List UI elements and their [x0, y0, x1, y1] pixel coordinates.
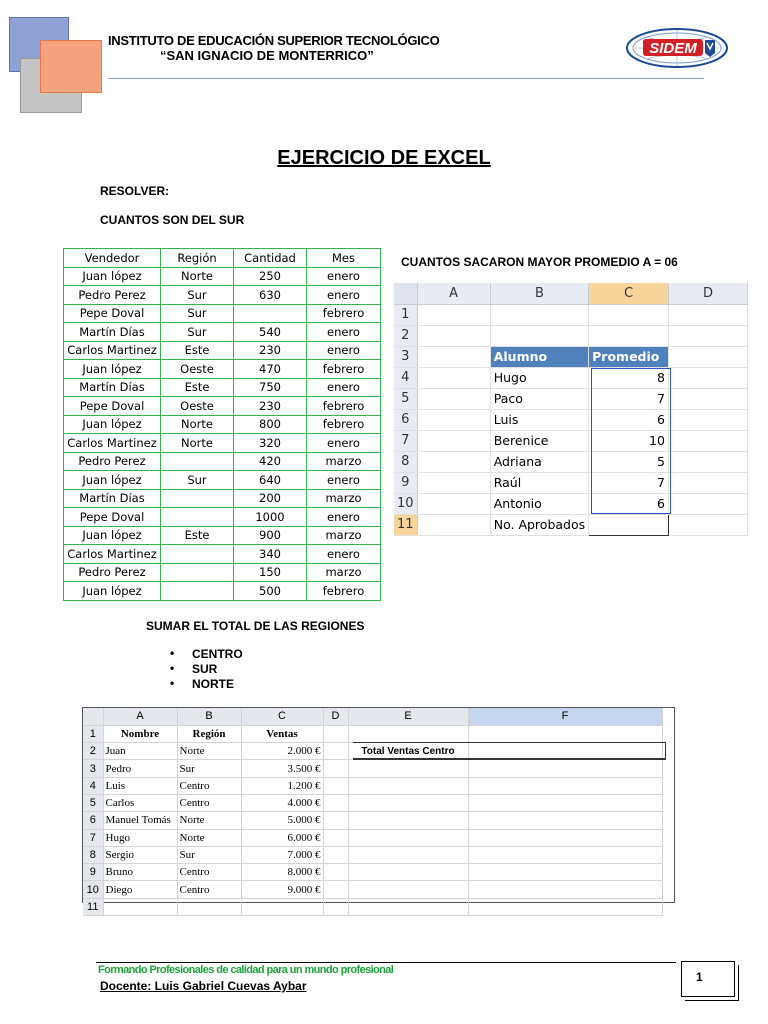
table-row [64, 582, 381, 601]
column-header[interactable]: A [417, 283, 490, 304]
sheet-cell[interactable] [468, 725, 662, 742]
row-header[interactable]: 2 [83, 743, 103, 760]
sheet-cell[interactable] [468, 898, 662, 915]
sheet-cell[interactable] [668, 472, 747, 493]
sheet-cell[interactable] [348, 760, 468, 777]
sheet-cell[interactable] [668, 493, 747, 514]
sheet-cell[interactable] [417, 451, 490, 472]
sheet-cell[interactable]: Raúl [490, 472, 588, 493]
sheet-cell[interactable]: Antonio [490, 493, 588, 514]
table-cell: 200 [234, 489, 307, 508]
sheet-cell[interactable] [417, 388, 490, 409]
table-cell: Pepe Doval [64, 304, 161, 323]
sheet-cell[interactable] [348, 794, 468, 811]
table-cell: Martín Días [64, 378, 161, 397]
header-cell: Cantidad [234, 249, 307, 268]
sheet-cell[interactable] [668, 514, 747, 535]
table-cell: enero [307, 286, 381, 305]
question-promedio-label: CUANTOS SACARON MAYOR PROMEDIO A = 06 [401, 255, 678, 269]
sheet-cell[interactable] [323, 898, 348, 915]
sheet-row [394, 409, 748, 430]
table-cell: Pepe Doval [64, 508, 161, 527]
table-row [64, 489, 381, 508]
sheet-cell[interactable] [668, 451, 747, 472]
sheet-cell[interactable]: 5.000 € [241, 812, 323, 829]
sheet-cell[interactable]: Hugo [103, 829, 177, 846]
table-cell: 230 [234, 341, 307, 360]
table-cell: 900 [234, 526, 307, 545]
header-divider [108, 78, 704, 79]
sheet-row [394, 514, 748, 535]
sheet-row [394, 325, 748, 346]
corner-cell [394, 283, 417, 304]
sheet-cell[interactable] [323, 743, 348, 760]
table-cell: Sur [161, 286, 234, 305]
table-cell: Sur [161, 304, 234, 323]
table-cell: 150 [234, 563, 307, 582]
table-cell: 630 [234, 286, 307, 305]
sheet-cell[interactable] [348, 829, 468, 846]
row-header[interactable]: 3 [83, 760, 103, 777]
sheet-cell[interactable] [417, 325, 490, 346]
table-cell: Juan lópez [64, 471, 161, 490]
sheet-row [83, 725, 662, 742]
table-cell: enero [307, 267, 381, 286]
table-cell: Carlos Martinez [64, 434, 161, 453]
table-cell: Pedro Perez [64, 452, 161, 471]
sheet-cell[interactable] [668, 346, 747, 367]
table-row [64, 304, 381, 323]
column-header[interactable]: E [348, 708, 468, 725]
table-header-row [64, 249, 381, 268]
table-cell: Juan lópez [64, 526, 161, 545]
sheet-cell[interactable] [468, 846, 662, 863]
sheet-cell[interactable] [668, 325, 747, 346]
region-list [170, 647, 243, 692]
table-cell: Pedro Perez [64, 563, 161, 582]
list-item: • SUR [170, 662, 243, 677]
sheet-cell[interactable]: Alumno [490, 346, 588, 367]
sheet-cell[interactable]: 2.000 € [241, 743, 323, 760]
column-header[interactable]: D [668, 283, 747, 304]
sheet-cell[interactable]: 8.000 € [241, 864, 323, 881]
resolver-label: RESOLVER: [100, 184, 170, 198]
sheet-cell[interactable]: Manuel Tomás [103, 812, 177, 829]
sheet-cell[interactable] [323, 725, 348, 742]
sheet-cell[interactable] [468, 777, 662, 794]
table-cell: febrero [307, 397, 381, 416]
sheet-cell[interactable] [468, 743, 662, 760]
table-cell [161, 545, 234, 564]
header-cell: Mes [307, 249, 381, 268]
sheet-cell[interactable]: Luis [103, 777, 177, 794]
column-header[interactable]: D [323, 708, 348, 725]
row-header[interactable]: 4 [394, 367, 417, 388]
sheet-cell[interactable] [417, 304, 490, 325]
row-header[interactable]: 2 [394, 325, 417, 346]
row-header[interactable]: 3 [394, 346, 417, 367]
header-cell: Región [161, 249, 234, 268]
table-cell: marzo [307, 452, 381, 471]
sheet-cell[interactable]: Adriana [490, 451, 588, 472]
table-cell: marzo [307, 526, 381, 545]
sheet-cell[interactable]: Carlos [103, 794, 177, 811]
table-cell: marzo [307, 563, 381, 582]
sheet-row [83, 846, 662, 863]
sidem-logo [625, 27, 729, 69]
table-cell: enero [307, 341, 381, 360]
sheet-row [83, 794, 662, 811]
row-header[interactable]: 5 [83, 794, 103, 811]
table-cell: Sur [161, 471, 234, 490]
sheet-cell[interactable]: 7 [589, 472, 669, 493]
page-number: 1 [696, 970, 703, 984]
sheet-cell[interactable]: Juan [103, 743, 177, 760]
table-cell: Oeste [161, 360, 234, 379]
table-row [64, 323, 381, 342]
table-cell [161, 489, 234, 508]
sheet-cell[interactable] [668, 409, 747, 430]
sheet-cell[interactable] [348, 864, 468, 881]
sheet-row [394, 472, 748, 493]
sheet-row [394, 367, 748, 388]
sheet-cell[interactable] [323, 829, 348, 846]
sheet-cell[interactable]: Berenice [490, 430, 588, 451]
row-header[interactable]: 9 [83, 864, 103, 881]
row-header[interactable]: 7 [394, 430, 417, 451]
sheet-cell[interactable]: 7.000 € [241, 846, 323, 863]
header-cell: Vendedor [64, 249, 161, 268]
table-cell: Martín Días [64, 323, 161, 342]
sheet-cell[interactable]: Centro [177, 864, 241, 881]
table-cell: enero [307, 508, 381, 527]
footer-slogan: Formando Profesionales de calidad para un mundo profesional [98, 964, 394, 976]
table-row [64, 563, 381, 582]
row-header[interactable]: 5 [394, 388, 417, 409]
sheet-row [83, 864, 662, 881]
sheet-cell[interactable]: 4.000 € [241, 794, 323, 811]
sheet-row [83, 881, 662, 898]
row-header[interactable]: 6 [83, 812, 103, 829]
table-row [64, 341, 381, 360]
sheet-cell[interactable]: Sergio [103, 846, 177, 863]
table-cell: marzo [307, 489, 381, 508]
sheet-cell[interactable] [668, 430, 747, 451]
sheet-cell[interactable] [589, 325, 669, 346]
sheet-row [394, 493, 748, 514]
table-cell: enero [307, 378, 381, 397]
column-header[interactable]: C [241, 708, 323, 725]
sales-table [63, 248, 381, 601]
table-cell: enero [307, 545, 381, 564]
sheet-cell[interactable] [490, 304, 588, 325]
sheet-cell[interactable] [323, 864, 348, 881]
table-row [64, 286, 381, 305]
table-cell [161, 452, 234, 471]
sheet-cell[interactable]: No. Aprobados [490, 514, 588, 535]
sheet-row [394, 451, 748, 472]
sheet-cell[interactable]: Centro [177, 881, 241, 898]
row-header[interactable]: 1 [394, 304, 417, 325]
row-header[interactable]: 11 [83, 898, 103, 915]
table-cell [161, 508, 234, 527]
list-item: • NORTE [170, 677, 243, 692]
column-header[interactable]: F [468, 708, 662, 725]
sheet-cell[interactable]: Norte [177, 829, 241, 846]
row-header[interactable]: 10 [83, 881, 103, 898]
page-number-box [681, 961, 735, 997]
table-cell [161, 563, 234, 582]
table-cell: Juan lópez [64, 582, 161, 601]
corner-cell [83, 708, 103, 725]
sheet-cell[interactable] [468, 829, 662, 846]
table-cell: febrero [307, 415, 381, 434]
sheet-cell[interactable] [348, 725, 468, 742]
sheet-cell[interactable] [348, 881, 468, 898]
institute-subname: “SAN IGNACIO DE MONTERRICO” [160, 48, 374, 63]
footer-teacher: Docente: Luis Gabriel Cuevas Aybar [100, 979, 307, 993]
sheet-cell[interactable]: Bruno [103, 864, 177, 881]
sheet-cell[interactable]: Norte [177, 812, 241, 829]
sheet-cell[interactable]: Norte [177, 743, 241, 760]
sheet-cell[interactable]: Diego [103, 881, 177, 898]
sheet-cell[interactable] [177, 898, 241, 915]
regions-spreadsheet [82, 707, 675, 913]
institute-name: INSTITUTO DE EDUCACIÓN SUPERIOR TECNOLÓGICO [108, 33, 440, 48]
table-row [64, 267, 381, 286]
sheet-cell[interactable]: 6 [589, 409, 669, 430]
table-cell: Carlos Martinez [64, 341, 161, 360]
sheet-cell[interactable] [348, 777, 468, 794]
table-row [64, 545, 381, 564]
table-cell: 800 [234, 415, 307, 434]
sheet-cell[interactable] [323, 846, 348, 863]
table-cell: 500 [234, 582, 307, 601]
column-header[interactable]: C [589, 283, 669, 304]
table-cell [234, 304, 307, 323]
sheet-cell[interactable] [323, 777, 348, 794]
table-row [64, 471, 381, 490]
table-row [64, 378, 381, 397]
table-cell: febrero [307, 360, 381, 379]
sheet-cell[interactable] [490, 325, 588, 346]
row-header[interactable]: 9 [394, 472, 417, 493]
sheet-cell[interactable] [348, 846, 468, 863]
sheet-cell[interactable]: Sur [177, 760, 241, 777]
sheet-row [394, 304, 748, 325]
table-cell: 540 [234, 323, 307, 342]
svg-text:SIDEM: SIDEM [649, 40, 697, 57]
table-cell [161, 582, 234, 601]
table-row [64, 397, 381, 416]
sheet-cell[interactable]: Ventas [241, 725, 323, 742]
sheet-cell[interactable]: 8 [589, 367, 669, 388]
table-cell: Pedro Perez [64, 286, 161, 305]
column-header[interactable]: B [490, 283, 588, 304]
sheet-cell[interactable]: 6.000 € [241, 829, 323, 846]
table-cell: Norte [161, 267, 234, 286]
table-cell: Pepe Doval [64, 397, 161, 416]
table-cell: 250 [234, 267, 307, 286]
sheet-cell[interactable]: Centro [177, 777, 241, 794]
sheet-cell[interactable] [348, 812, 468, 829]
sheet-cell[interactable] [323, 881, 348, 898]
table-row [64, 508, 381, 527]
grades-spreadsheet [394, 283, 748, 540]
row-header[interactable]: 4 [83, 777, 103, 794]
column-header-row [394, 283, 748, 304]
sheet-row [394, 346, 748, 367]
sheet-cell[interactable] [468, 864, 662, 881]
table-cell: 1000 [234, 508, 307, 527]
question-sur-label: CUANTOS SON DEL SUR [100, 213, 245, 227]
row-header[interactable]: 11 [394, 514, 417, 535]
sheet-row [83, 898, 662, 915]
table-cell: Juan lópez [64, 267, 161, 286]
table-row [64, 526, 381, 545]
table-row [64, 434, 381, 453]
row-header[interactable]: 10 [394, 493, 417, 514]
list-item: • CENTRO [170, 647, 243, 662]
table-cell: Carlos Martinez [64, 545, 161, 564]
sheet-cell[interactable]: 9.000 € [241, 881, 323, 898]
sheet-cell[interactable] [241, 898, 323, 915]
question-regiones-label: SUMAR EL TOTAL DE LAS REGIONES [146, 619, 365, 633]
sheet-cell[interactable]: Total Ventas Centro [348, 743, 468, 760]
sheet-cell[interactable]: Promedio [589, 346, 669, 367]
sheet-cell[interactable] [668, 388, 747, 409]
table-cell: Norte [161, 434, 234, 453]
sheet-cell[interactable]: 5 [589, 451, 669, 472]
row-header[interactable]: 1 [83, 725, 103, 742]
table-cell: enero [307, 471, 381, 490]
sheet-cell[interactable] [417, 514, 490, 535]
page-title: EJERCICIO DE EXCEL [277, 147, 491, 169]
table-cell: Sur [161, 323, 234, 342]
row-header[interactable]: 7 [83, 829, 103, 846]
sheet-cell[interactable]: Luis [490, 409, 588, 430]
table-cell: febrero [307, 304, 381, 323]
sheet-cell[interactable] [323, 794, 348, 811]
sheet-cell[interactable] [323, 760, 348, 777]
table-row [64, 360, 381, 379]
table-cell: 320 [234, 434, 307, 453]
sheet-cell[interactable]: Región [177, 725, 241, 742]
sheet-cell[interactable] [323, 812, 348, 829]
sheet-cell[interactable]: 7 [589, 388, 669, 409]
sheet-row [83, 743, 662, 760]
table-cell: 420 [234, 452, 307, 471]
row-header[interactable]: 6 [394, 409, 417, 430]
table-cell: 230 [234, 397, 307, 416]
sheet-cell[interactable] [668, 304, 747, 325]
table-cell: enero [307, 434, 381, 453]
table-cell: Juan lópez [64, 415, 161, 434]
column-header[interactable]: B [177, 708, 241, 725]
sheet-cell[interactable] [417, 346, 490, 367]
sheet-cell[interactable]: Centro [177, 794, 241, 811]
row-header[interactable]: 8 [83, 846, 103, 863]
sheet-cell[interactable] [468, 881, 662, 898]
sheet-cell[interactable]: Pedro [103, 760, 177, 777]
table-cell: Juan lópez [64, 360, 161, 379]
sheet-cell[interactable] [417, 409, 490, 430]
sheet-row [83, 829, 662, 846]
sheet-cell[interactable] [417, 493, 490, 514]
sheet-row [83, 777, 662, 794]
table-cell: Oeste [161, 397, 234, 416]
sheet-cell[interactable]: 6 [589, 493, 669, 514]
sheet-cell[interactable] [103, 898, 177, 915]
table-cell: Norte [161, 415, 234, 434]
sheet-cell[interactable] [589, 514, 669, 535]
sheet-cell[interactable] [468, 812, 662, 829]
table-cell: 470 [234, 360, 307, 379]
sheet-cell[interactable] [417, 472, 490, 493]
sheet-cell[interactable]: Hugo [490, 367, 588, 388]
table-cell: enero [307, 323, 381, 342]
sheet-cell[interactable] [417, 367, 490, 388]
sheet-row [83, 812, 662, 829]
table-cell: febrero [307, 582, 381, 601]
sheet-cell[interactable] [417, 430, 490, 451]
decorative-square-orange [40, 40, 102, 93]
sheet-cell[interactable] [468, 794, 662, 811]
sheet-row [394, 430, 748, 451]
table-cell: Martín Días [64, 489, 161, 508]
table-cell: Este [161, 378, 234, 397]
footer-divider [96, 962, 676, 963]
sheet-cell[interactable] [468, 760, 662, 777]
table-cell: 340 [234, 545, 307, 564]
sheet-cell[interactable]: 10 [589, 430, 669, 451]
table-cell: Este [161, 526, 234, 545]
table-row [64, 452, 381, 471]
table-cell: 750 [234, 378, 307, 397]
sheet-cell[interactable] [348, 898, 468, 915]
sheet-cell[interactable] [589, 304, 669, 325]
table-row [64, 415, 381, 434]
sheet-row [394, 388, 748, 409]
sheet-row [83, 760, 662, 777]
column-header[interactable]: A [103, 708, 177, 725]
row-header[interactable]: 8 [394, 451, 417, 472]
table-cell: 640 [234, 471, 307, 490]
sheet-cell[interactable]: Nombre [103, 725, 177, 742]
sheet-cell[interactable]: Sur [177, 846, 241, 863]
table-cell: Este [161, 341, 234, 360]
sheet-cell[interactable] [668, 367, 747, 388]
sheet-cell[interactable]: Paco [490, 388, 588, 409]
sheet-cell[interactable]: 1.200 € [241, 777, 323, 794]
sheet-cell[interactable]: 3.500 € [241, 760, 323, 777]
column-header-row [83, 708, 662, 725]
